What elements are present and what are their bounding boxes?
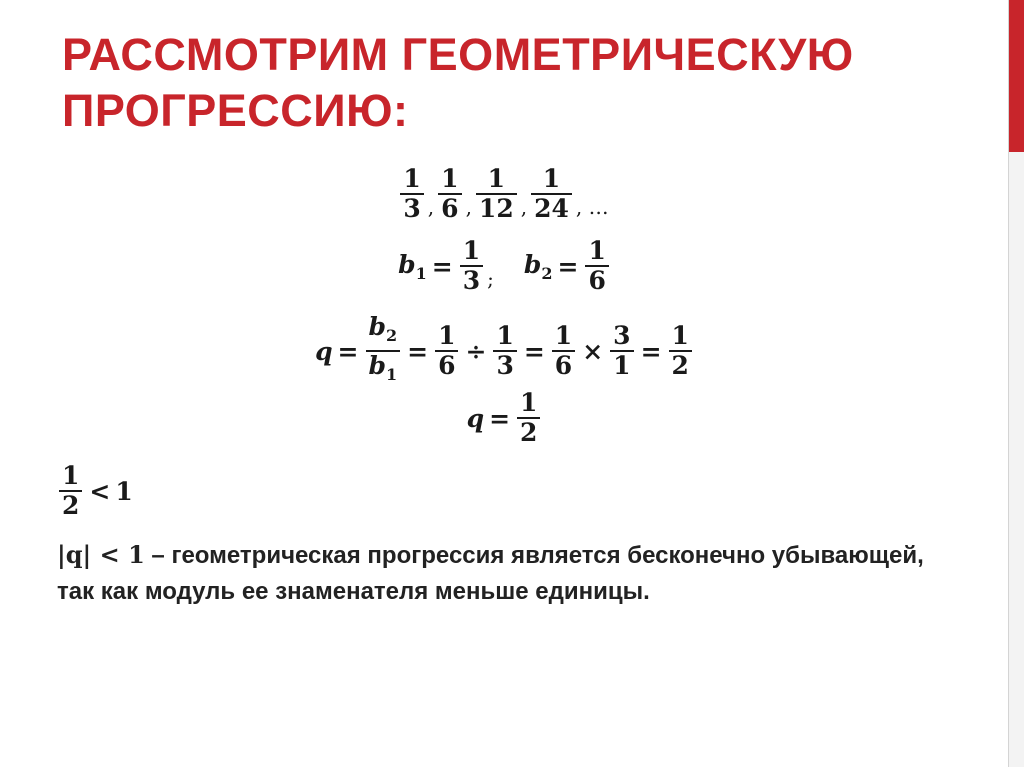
accent-bar bbox=[1009, 0, 1024, 152]
seq-den-2: 6 bbox=[438, 193, 461, 223]
result-num: 1 bbox=[520, 388, 538, 417]
ratio-den: $b_1$ bbox=[366, 350, 401, 389]
result-den: 2 bbox=[517, 417, 540, 447]
seq-fraction-2 bbox=[438, 165, 461, 223]
equals-sign: = bbox=[640, 336, 662, 366]
seq-comma: , bbox=[427, 195, 435, 219]
frac-den: 3 bbox=[493, 350, 516, 380]
seq-den-4: 24 bbox=[531, 193, 572, 223]
frac-num: 3 bbox=[613, 321, 631, 350]
fraction-1-3 bbox=[493, 322, 516, 380]
seq-num-4: 1 bbox=[542, 164, 561, 193]
b1-den: 3 bbox=[460, 265, 483, 295]
equals-sign: = bbox=[523, 336, 545, 366]
side-strip bbox=[1009, 152, 1024, 767]
b2-var: $b_2$ bbox=[523, 249, 553, 283]
frac-num: 1 bbox=[438, 321, 456, 350]
equals-sign: = bbox=[337, 336, 359, 366]
frac-num: 1 bbox=[554, 321, 573, 350]
result-fraction bbox=[517, 389, 540, 447]
slide-title: РАССМОТРИМ ГЕОМЕТРИЧЕСКУЮ ПРОГРЕССИЮ: bbox=[62, 29, 854, 136]
b1-num: 1 bbox=[462, 236, 481, 265]
fraction-3-1 bbox=[610, 322, 633, 380]
equals-sign: = bbox=[431, 251, 453, 281]
frac-den: 1 bbox=[610, 350, 633, 380]
seq-num-1: 1 bbox=[403, 164, 421, 193]
equals-sign: = bbox=[557, 251, 579, 281]
b-ratio-fraction bbox=[366, 313, 401, 389]
ratio-num: $b_2$ bbox=[368, 312, 398, 345]
seq-ellipsis: , … bbox=[575, 195, 609, 219]
semicolon: ; bbox=[487, 267, 494, 291]
ineq-den: 2 bbox=[59, 490, 82, 520]
b1-var: $b_1$ bbox=[398, 249, 427, 283]
frac-den: 2 bbox=[669, 350, 692, 380]
frac-num: 1 bbox=[671, 321, 689, 350]
b2-den: 6 bbox=[585, 265, 608, 295]
ineq-rhs: 1 bbox=[115, 476, 133, 506]
seq-num-2: 1 bbox=[441, 164, 459, 193]
b2-num: 1 bbox=[588, 236, 606, 265]
q-var: q bbox=[315, 336, 333, 366]
b1-fraction bbox=[460, 237, 483, 295]
sequence-line bbox=[0, 165, 1009, 223]
divide-sign: ÷ bbox=[465, 336, 487, 366]
modulus-expression: |q| < 1 bbox=[57, 540, 145, 569]
equals-sign: = bbox=[489, 403, 511, 433]
seq-fraction-3 bbox=[476, 165, 517, 223]
frac-den: 6 bbox=[435, 350, 458, 380]
seq-fraction-4 bbox=[531, 165, 572, 223]
result-line bbox=[0, 389, 1009, 447]
frac-den: 6 bbox=[552, 350, 575, 380]
terms-line bbox=[0, 237, 1009, 295]
conclusion-text bbox=[57, 537, 937, 610]
seq-comma: , bbox=[465, 195, 472, 219]
equals-sign: = bbox=[407, 336, 429, 366]
fraction-1-6 bbox=[435, 322, 458, 380]
less-than-sign: < bbox=[89, 476, 111, 506]
seq-den-1: 3 bbox=[400, 193, 423, 223]
ratio-line bbox=[0, 313, 1009, 389]
ineq-num: 1 bbox=[62, 461, 80, 490]
b2-fraction bbox=[585, 237, 608, 295]
frac-num: 1 bbox=[496, 321, 514, 350]
ineq-fraction bbox=[59, 462, 82, 520]
seq-den-3: 12 bbox=[476, 193, 517, 223]
q-var: q bbox=[466, 403, 485, 433]
fraction-1-6-b bbox=[552, 322, 575, 380]
times-sign: × bbox=[582, 336, 604, 366]
seq-comma: , bbox=[520, 195, 528, 219]
inequality bbox=[57, 462, 133, 520]
seq-num-3: 1 bbox=[487, 164, 506, 193]
conclusion-sentence: – геометрическая прогрессия является бесконечно убывающей, так как модуль ее знаменателя меньше единицы. bbox=[57, 542, 924, 605]
seq-fraction-1 bbox=[400, 165, 423, 223]
fraction-1-2 bbox=[669, 322, 692, 380]
